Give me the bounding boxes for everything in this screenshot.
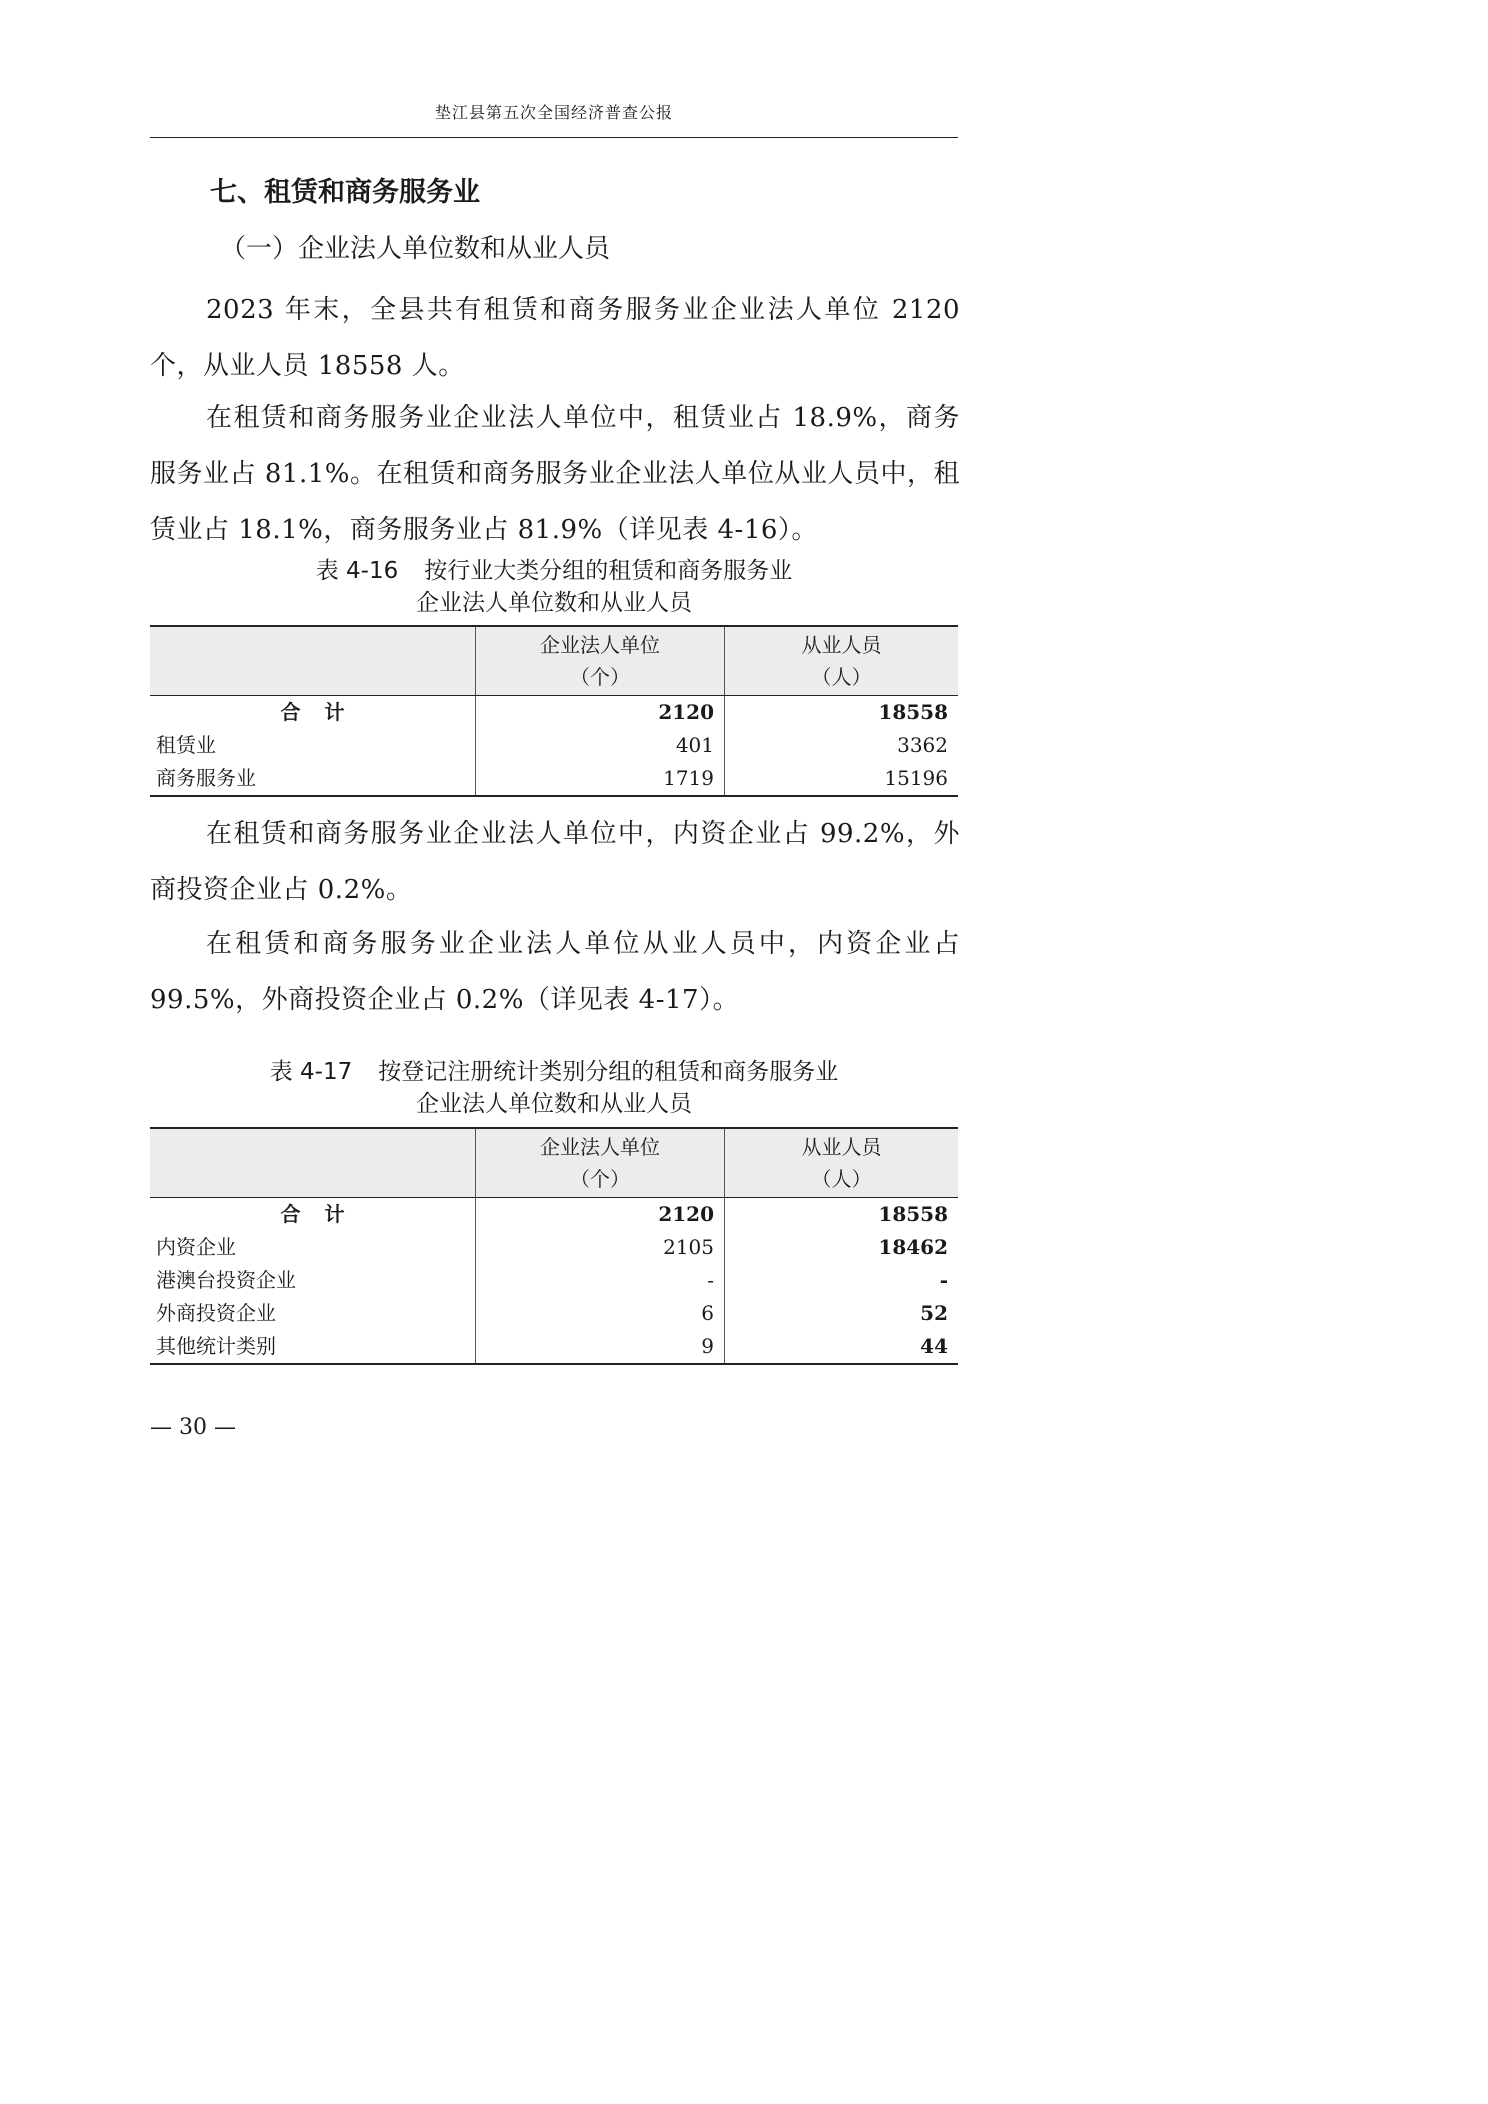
row-employees-value: 3362 bbox=[725, 729, 959, 762]
row-label: 内资企业 bbox=[156, 1235, 236, 1259]
table-4-17-number: 表 4-17 bbox=[269, 1059, 353, 1085]
table-4-16-number: 表 4-16 bbox=[315, 558, 399, 584]
paragraph-2: 在租赁和商务服务业企业法人单位中，租赁业占 18.9%，商务服务业占 81.1%。在租赁和商务服务业企业法人单位从业人员中，租赁业占 18.1%，商务服务业占 81.9%（详见表 4-16）。 bbox=[150, 403, 960, 545]
table-4-16-title-line1: 按行业大类分组的租赁和商务服务业 bbox=[424, 558, 793, 584]
row-units-value: 2120 bbox=[476, 1198, 725, 1232]
header-employees-cell bbox=[725, 1128, 959, 1198]
table-row bbox=[150, 1297, 958, 1330]
page-header: 垫江县第五次全国经济普查公报 bbox=[434, 103, 673, 122]
table-row bbox=[150, 696, 958, 730]
row-employees-value: 18558 bbox=[725, 696, 959, 730]
header-units-label: 企业法人单位 bbox=[540, 633, 660, 657]
header-units-cell bbox=[476, 626, 725, 696]
header-units-label: 企业法人单位 bbox=[540, 1135, 660, 1159]
row-units-value: 9 bbox=[476, 1330, 725, 1364]
table-row bbox=[150, 1330, 958, 1364]
table-4-16-caption bbox=[150, 555, 958, 619]
page-number: — 30 — bbox=[150, 1415, 236, 1440]
table-row bbox=[150, 762, 958, 796]
table-4-16-title-line2: 企业法人单位数和从业人员 bbox=[416, 590, 692, 616]
header-units-cell bbox=[476, 1128, 725, 1198]
row-employees-value: 52 bbox=[725, 1297, 959, 1330]
header-blank-cell bbox=[150, 626, 476, 696]
row-employees-value: 44 bbox=[725, 1330, 959, 1364]
paragraph-1: 2023 年末，全县共有租赁和商务服务业企业法人单位 2120 个，从业人员 18558 人。 bbox=[150, 295, 960, 381]
row-units-value: - bbox=[476, 1264, 725, 1297]
table-header-row bbox=[150, 1128, 958, 1198]
header-divider bbox=[150, 137, 958, 138]
header-employees-cell bbox=[725, 626, 959, 696]
header-units-unit: （个） bbox=[570, 1167, 630, 1191]
row-units-value: 6 bbox=[476, 1297, 725, 1330]
header-units-unit: （个） bbox=[570, 665, 630, 689]
subsection-heading: （一）企业法人单位数和从业人员 bbox=[220, 234, 611, 264]
row-units-value: 401 bbox=[476, 729, 725, 762]
row-units-value: 1719 bbox=[476, 762, 725, 796]
table-row bbox=[150, 1198, 958, 1232]
table-row bbox=[150, 1264, 958, 1297]
row-label: 商务服务业 bbox=[156, 766, 256, 790]
table-row bbox=[150, 729, 958, 762]
table-4-17-caption bbox=[150, 1056, 958, 1120]
row-units-value: 2120 bbox=[476, 696, 725, 730]
header-blank-cell bbox=[150, 1128, 476, 1198]
header-employees-unit: （人） bbox=[811, 665, 872, 689]
header-employees-label: 从业人员 bbox=[801, 1135, 882, 1159]
table-row bbox=[150, 1231, 958, 1264]
table-header-row bbox=[150, 626, 958, 696]
row-label: 港澳台投资企业 bbox=[156, 1268, 296, 1292]
row-label: 外商投资企业 bbox=[156, 1301, 276, 1325]
table-4-17-title-line1: 按登记注册统计类别分组的租赁和商务服务业 bbox=[378, 1059, 839, 1085]
row-employees-value: - bbox=[725, 1264, 959, 1297]
row-label: 合计 bbox=[280, 700, 369, 724]
row-employees-value: 18462 bbox=[725, 1231, 959, 1264]
section-heading: 七、租赁和商务服务业 bbox=[210, 177, 480, 208]
row-label: 合计 bbox=[280, 1202, 369, 1226]
row-employees-value: 15196 bbox=[725, 762, 959, 796]
row-employees-value: 18558 bbox=[725, 1198, 959, 1232]
row-units-value: 2105 bbox=[476, 1231, 725, 1264]
table-4-16 bbox=[150, 625, 958, 797]
paragraph-3: 在租赁和商务服务业企业法人单位中，内资企业占 99.2%，外商投资企业占 0.2%。 bbox=[150, 819, 960, 905]
header-employees-label: 从业人员 bbox=[801, 633, 882, 657]
row-label: 其他统计类别 bbox=[156, 1334, 276, 1358]
paragraph-4: 在租赁和商务服务业企业法人单位从业人员中，内资企业占 99.5%，外商投资企业占 0.2%（详见表 4-17）。 bbox=[150, 929, 960, 1015]
table-4-17 bbox=[150, 1127, 958, 1365]
header-employees-unit: （人） bbox=[811, 1167, 872, 1191]
table-4-17-title-line2: 企业法人单位数和从业人员 bbox=[416, 1091, 692, 1117]
row-label: 租赁业 bbox=[156, 733, 216, 757]
